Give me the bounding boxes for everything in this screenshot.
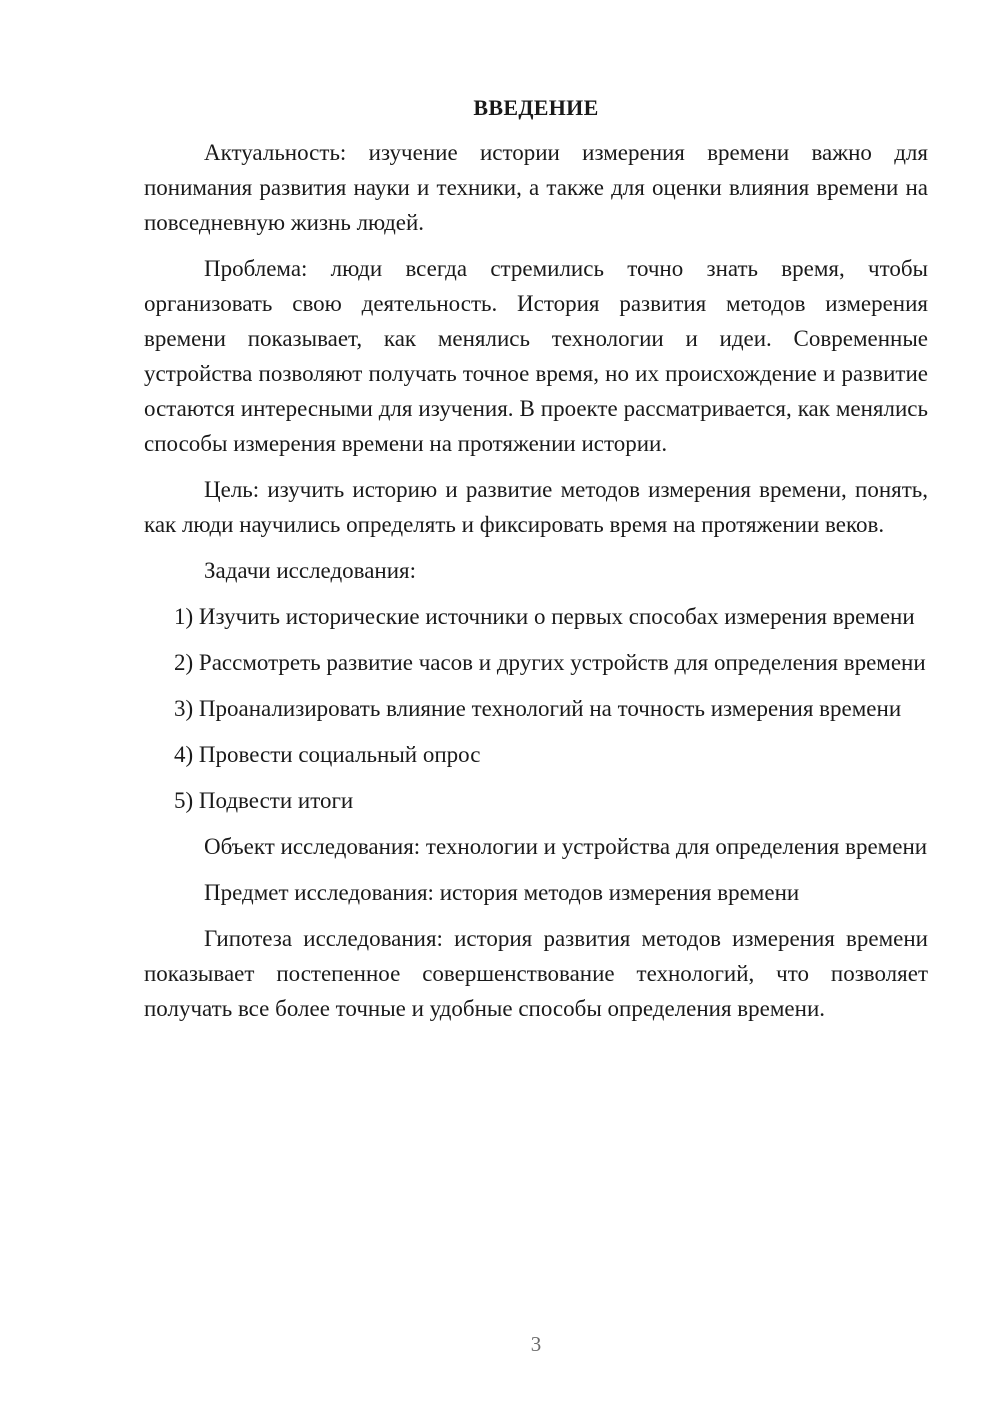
object-paragraph: Объект исследования: технологии и устройства для определения времени <box>204 834 928 859</box>
goal-paragraph: Цель: изучить историю и развитие методов измерения времени, понять, как люди научились определять и фиксировать время на протяжении веков. <box>144 477 928 537</box>
subject-paragraph: Предмет исследования: история методов измерения времени <box>204 880 800 905</box>
task-item: 4) Провести социальный опрос <box>174 742 481 767</box>
page-title: ВВЕДЕНИЕ <box>473 95 599 120</box>
task-item: 3) Проанализировать влияние технологий на точность измерения времени <box>174 696 902 721</box>
task-item: 1) Изучить исторические источники о первых способах измерения времени <box>174 604 915 629</box>
page-content <box>144 90 928 1026</box>
hypothesis-paragraph: Гипотеза исследования: история развития методов измерения времени показывает постепенное совершенствование технологий, что позволяет получать все более точные и удобные способы определения времени. <box>144 926 928 1021</box>
task-item: 2) Рассмотреть развитие часов и других устройств для определения времени <box>174 650 926 675</box>
page-number: 3 <box>530 1332 542 1356</box>
task-item: 5) Подвести итоги <box>174 788 354 813</box>
problem-paragraph: Проблема: люди всегда стремились точно знать время, чтобы организовать свою деятельность. История развития методов измерения времени показывает, как менялись технологии и идеи. Современные устройства позволяют получать точное время, но их происхождение и развитие остаются интересными для изучения. В проекте рассматривается, как менялись способы измерения времени на протяжении истории. <box>144 256 928 456</box>
relevance-paragraph: Актуальность: изучение истории измерения времени важно для понимания развития науки и техники, а также для оценки влияния времени на повседневную жизнь людей. <box>144 140 928 235</box>
tasks-heading: Задачи исследования: <box>204 558 417 583</box>
